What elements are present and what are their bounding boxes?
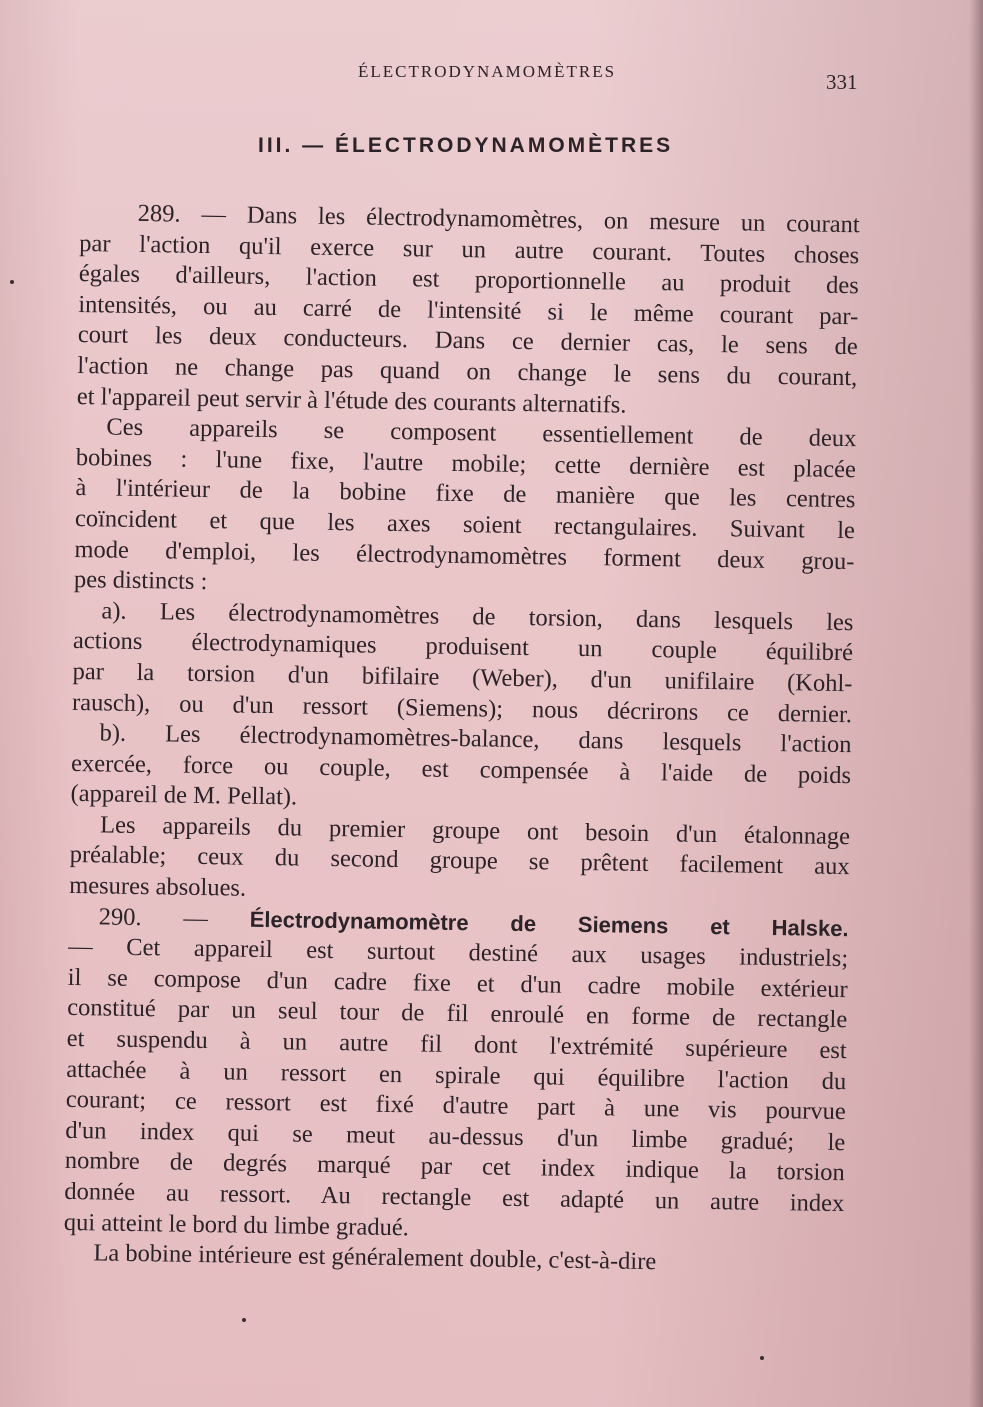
speck-mark (10, 280, 14, 284)
section-title: III. — ÉLECTRODYNAMOMÈTRES (258, 134, 674, 157)
text-line: nombre de degrés marqué par cet index indique la torsion (64, 1147, 845, 1187)
text-line: La bobine intérieure est généralement double, c'est-à-dire (93, 1239, 657, 1276)
text-line: mesures absolues. (68, 871, 247, 902)
speck-mark (760, 1356, 764, 1360)
text-line: b). Les électrodynamomètres-balance, dans lesquels l'action (99, 719, 852, 759)
text-line: actions électrodynamiques produisent un couple équilibré (72, 627, 854, 667)
text-line: et suspendu à un autre fil dont l'extrémité supérieure est (66, 1024, 847, 1065)
text-line: Ces appareils se composent essentiellement de deux (106, 413, 857, 453)
text-line: préalable; ceux du second groupe se prêtent facilement aux (69, 841, 850, 881)
text-line: court les deux conducteurs. Dans ce dernier cas, le sens de (77, 321, 858, 361)
text-line: bobines : l'une fixe, l'autre mobile; cette dernière est placée (75, 443, 857, 483)
body-text (63, 198, 860, 1281)
page-edge-shadow (969, 0, 983, 1407)
text-line: qui atteint le bord du limbe gradué. (63, 1208, 410, 1241)
text-line: l'action ne change pas quand on change le sens du courant, (77, 351, 858, 392)
running-head: ÉLECTRODYNAMOMÈTRES (358, 62, 617, 81)
text-line: d'un index qui se meut au-dessus d'un limbe gradué; le (65, 1116, 846, 1156)
text-line: a). Les électrodynamomètres de torsion, dans lesquels les (101, 597, 854, 636)
subsection-title: Électrodynamomètre de Siemens et Halske. (249, 906, 849, 941)
paragraph-number: 290. — (98, 903, 209, 932)
text-line: (appareil de M. Pellat). (70, 780, 298, 811)
text-line: à l'intérieur de la bobine fixe de manière que les centres (75, 474, 856, 514)
text-line: intensités, ou au carré de l'intensité si le même courant par- (78, 290, 859, 331)
text-line: égales d'ailleurs, l'action est proportionnelle au produit des (78, 260, 859, 300)
text-line: courant; ce ressort est fixé d'autre part à une vis pourvue (65, 1086, 846, 1126)
text-line: donnée au ressort. Au rectangle est adapté un autre index (64, 1177, 845, 1218)
text-line: Les appareils du premier groupe ont besoin d'un étalonnage (99, 811, 851, 851)
text-line: il se compose d'un cadre fixe et d'un cadre mobile extérieur (67, 963, 848, 1003)
text-line: 289. — Dans les électrodynamomètres, on mesure un courant (137, 199, 860, 239)
text-line: exercée, force ou couple, est compensée à l'aide de poids (70, 749, 852, 789)
text-line: par la torsion d'un bifilaire (Weber), d'un unifilaire (Kohl- (72, 657, 853, 698)
text-line: et l'appareil peut servir à l'étude des courants alternatifs. (76, 382, 627, 419)
page-number: 331 (826, 70, 858, 94)
text-line: rausch), ou d'un ressort (Siemens); nous décrirons ce dernier. (71, 688, 853, 728)
text-line: coïncident et que les axes soient rectangulaires. Suivant le (74, 504, 856, 545)
text-line: mode d'emploi, les électrodynamomètres forment deux grou- (74, 535, 855, 575)
text-line: constitué par un seul tour de fil enroulé en forme de rectangle (67, 994, 848, 1034)
text-line: pes distincts : (73, 566, 208, 596)
text-line: — Cet appareil est surtout destiné aux usages industriels; (68, 933, 849, 973)
text-line: par l'action qu'il exerce sur un autre courant. Toutes choses (79, 229, 860, 269)
speck-mark (242, 1318, 246, 1322)
text-line: attachée à un ressort en spirale qui équilibre l'action du (66, 1055, 847, 1095)
